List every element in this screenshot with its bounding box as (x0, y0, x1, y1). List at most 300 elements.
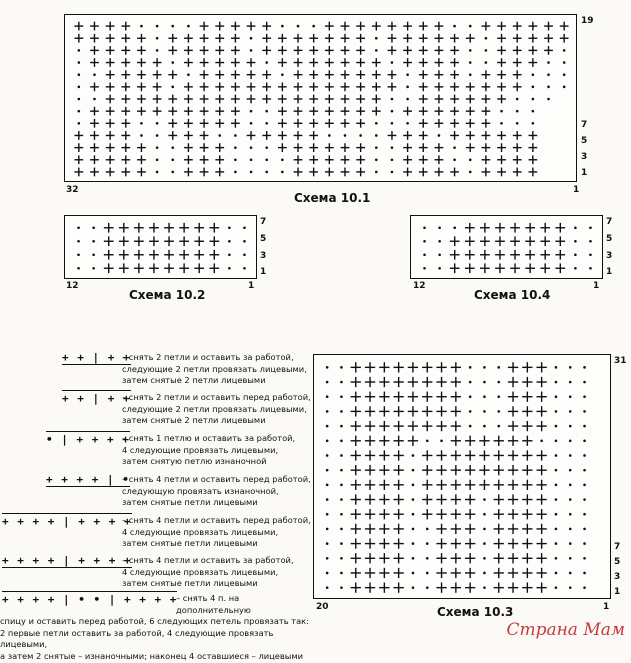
knit-stitch-symbol (466, 131, 475, 140)
knit-stitch-symbol (451, 362, 461, 372)
knit-stitch-symbol (106, 131, 115, 140)
knit-stitch-symbol (379, 568, 389, 578)
knit-stitch-symbol (365, 524, 375, 534)
purl-stitch-symbol (92, 253, 95, 256)
legend-text (122, 392, 312, 427)
purl-stitch-symbol (589, 253, 592, 256)
knit-stitch-symbol (528, 168, 537, 177)
knit-stitch-symbol (394, 553, 404, 563)
purl-stitch-symbol (569, 542, 572, 545)
scheme-10-4-left-number: 12 (413, 281, 426, 291)
knit-stitch-symbol (494, 553, 504, 563)
knit-stitch-symbol (450, 70, 459, 79)
purl-stitch-symbol (426, 557, 429, 560)
knit-stitch-symbol (555, 250, 565, 260)
knit-stitch-symbol (480, 263, 490, 273)
knit-stitch-symbol (379, 421, 389, 431)
purl-stitch-symbol (265, 122, 268, 125)
purl-stitch-symbol (563, 49, 566, 52)
purl-stitch-symbol (426, 586, 429, 589)
purl-stitch-symbol (326, 381, 329, 384)
purl-stitch-symbol (583, 439, 586, 442)
purl-stitch-symbol (423, 240, 426, 243)
knit-stitch-symbol (200, 168, 209, 177)
knit-stitch-symbol (436, 553, 446, 563)
knit-stitch-symbol (341, 70, 350, 79)
purl-stitch-symbol (281, 171, 284, 174)
knit-stitch-symbol (435, 155, 444, 164)
knit-stitch-symbol (451, 583, 461, 593)
knit-stitch-symbol (436, 406, 446, 416)
knit-stitch-symbol (513, 82, 522, 91)
purl-stitch-symbol (483, 528, 486, 531)
knit-stitch-symbol (351, 421, 361, 431)
knit-stitch-symbol (104, 236, 114, 246)
scheme-10-2-row-label: 7 (260, 217, 267, 227)
legend-line: затем снятые петли лицевыми (122, 538, 258, 549)
purl-stitch-symbol (483, 410, 486, 413)
purl-stitch-symbol (574, 253, 577, 256)
legend-line: спицу и оставить перед работой, 6 следующих петель провязать так: (0, 616, 309, 627)
legend-line: следующие 2 петли провязать лицевыми, (122, 363, 307, 374)
knit-stitch-symbol (403, 155, 412, 164)
knit-stitch-symbol (209, 223, 219, 233)
knit-stitch-symbol (262, 34, 271, 43)
knit-stitch-symbol (149, 263, 159, 273)
purl-stitch-symbol (375, 49, 378, 52)
knit-stitch-symbol (149, 223, 159, 233)
purl-stitch-symbol (412, 528, 415, 531)
knit-stitch-symbol (90, 34, 99, 43)
knit-stitch-symbol (231, 46, 240, 55)
knit-stitch-symbol (200, 22, 209, 31)
legend-line: а затем 2 снятые – изнаночными; наконец 4 оставшиеся – лицевыми (0, 650, 304, 661)
knit-stitch-symbol (231, 58, 240, 67)
purl-stitch-symbol (412, 484, 415, 487)
knit-stitch-symbol (408, 362, 418, 372)
scheme-10-4-grid (411, 216, 604, 280)
scheme-10-1-chart (64, 14, 577, 182)
purl-stitch-symbol (375, 171, 378, 174)
purl-stitch-symbol (326, 439, 329, 442)
scheme-10-4-caption: Схема 10.4 (474, 288, 551, 302)
knit-stitch-symbol (379, 450, 389, 460)
purl-stitch-symbol (140, 134, 143, 137)
knit-stitch-symbol (365, 553, 375, 563)
legend-text (122, 352, 312, 387)
purl-stitch-symbol (140, 122, 143, 125)
knit-stitch-symbol (325, 143, 334, 152)
knit-stitch-symbol (179, 250, 189, 260)
knit-stitch-symbol (394, 524, 404, 534)
purl-stitch-symbol (569, 484, 572, 487)
knit-stitch-symbol (74, 155, 83, 164)
legend-line: – снять 4 петли и оставить перед работой, (122, 474, 311, 484)
purl-stitch-symbol (569, 425, 572, 428)
purl-stitch-symbol (391, 146, 394, 149)
knit-stitch-symbol (408, 406, 418, 416)
knit-stitch-symbol (537, 465, 547, 475)
knit-stitch-symbol (119, 236, 129, 246)
knit-stitch-symbol (508, 362, 518, 372)
knit-stitch-symbol (106, 82, 115, 91)
knit-stitch-symbol (119, 250, 129, 260)
scheme-10-3-row-label: 5 (614, 557, 621, 567)
knit-stitch-symbol (482, 95, 491, 104)
knit-stitch-symbol (419, 119, 428, 128)
scheme-10-2-row-label: 5 (260, 234, 267, 244)
knit-stitch-symbol (365, 362, 375, 372)
purl-stitch-symbol (469, 49, 472, 52)
knit-stitch-symbol (422, 509, 432, 519)
purl-stitch-symbol (569, 498, 572, 501)
knit-stitch-symbol (231, 107, 240, 116)
purl-stitch-symbol (250, 110, 253, 113)
knit-stitch-symbol (465, 538, 475, 548)
legend-line: 4 следующие провязать лицевыми, (122, 444, 279, 455)
knit-stitch-symbol (179, 223, 189, 233)
purl-stitch-symbol (340, 439, 343, 442)
purl-stitch-symbol (547, 86, 550, 89)
purl-stitch-symbol (78, 98, 81, 101)
knit-stitch-symbol (372, 22, 381, 31)
knit-stitch-symbol (497, 143, 506, 152)
purl-stitch-symbol (250, 37, 253, 40)
scheme-10-2-row-label: 3 (260, 251, 267, 261)
knit-stitch-symbol (544, 34, 553, 43)
purl-stitch-symbol (483, 557, 486, 560)
purl-stitch-symbol (469, 366, 472, 369)
knit-stitch-symbol (341, 168, 350, 177)
knit-stitch-symbol (365, 436, 375, 446)
knit-stitch-symbol (379, 377, 389, 387)
purl-stitch-symbol (326, 498, 329, 501)
knit-stitch-symbol (294, 131, 303, 140)
purl-stitch-symbol (78, 86, 81, 89)
knit-stitch-symbol (137, 95, 146, 104)
knit-stitch-symbol (408, 377, 418, 387)
knit-stitch-symbol (436, 538, 446, 548)
knit-stitch-symbol (325, 22, 334, 31)
purl-stitch-symbol (483, 366, 486, 369)
purl-stitch-symbol (340, 542, 343, 545)
knit-stitch-symbol (408, 392, 418, 402)
knit-stitch-symbol (537, 377, 547, 387)
purl-stitch-symbol (547, 98, 550, 101)
knit-stitch-symbol (90, 107, 99, 116)
knit-stitch-symbol (522, 392, 532, 402)
knit-stitch-symbol (508, 583, 518, 593)
knit-stitch-symbol (482, 168, 491, 177)
purl-stitch-symbol (497, 381, 500, 384)
knit-stitch-symbol (247, 22, 256, 31)
knit-stitch-symbol (164, 250, 174, 260)
knit-stitch-symbol (294, 70, 303, 79)
knit-stitch-symbol (419, 95, 428, 104)
knit-stitch-symbol (436, 494, 446, 504)
knit-stitch-symbol (435, 82, 444, 91)
purl-stitch-symbol (218, 134, 221, 137)
knit-stitch-symbol (184, 155, 193, 164)
knit-stitch-symbol (278, 46, 287, 55)
knit-stitch-symbol (494, 568, 504, 578)
knit-stitch-symbol (422, 421, 432, 431)
purl-stitch-symbol (156, 49, 159, 52)
knit-stitch-symbol (309, 107, 318, 116)
knit-stitch-symbol (119, 223, 129, 233)
purl-stitch-symbol (156, 25, 159, 28)
knit-stitch-symbol (200, 131, 209, 140)
purl-stitch-symbol (469, 425, 472, 428)
knit-stitch-symbol (262, 95, 271, 104)
knit-stitch-symbol (106, 119, 115, 128)
purl-stitch-symbol (497, 366, 500, 369)
knit-stitch-symbol (394, 480, 404, 490)
legend-line: затем снятые 2 петли лицевыми (122, 375, 266, 386)
knit-stitch-symbol (525, 236, 535, 246)
knit-stitch-symbol (215, 168, 224, 177)
knit-stitch-symbol (494, 450, 504, 460)
scheme-10-1-grid (65, 15, 578, 183)
knit-stitch-symbol (435, 34, 444, 43)
purl-stitch-symbol (77, 267, 80, 270)
scheme-10-1-left-number: 32 (66, 185, 79, 195)
purl-stitch-symbol (391, 122, 394, 125)
purl-stitch-symbol (326, 528, 329, 531)
purl-stitch-symbol (469, 61, 472, 64)
knit-stitch-symbol (74, 22, 83, 31)
knit-stitch-symbol (422, 450, 432, 460)
knit-stitch-symbol (74, 168, 83, 177)
purl-stitch-symbol (453, 146, 456, 149)
knit-stitch-symbol (365, 494, 375, 504)
knit-stitch-symbol (325, 155, 334, 164)
purl-stitch-symbol (406, 86, 409, 89)
knit-stitch-symbol (341, 22, 350, 31)
scheme-10-1-row-label: 5 (581, 136, 588, 146)
knit-stitch-symbol (168, 95, 177, 104)
knit-stitch-symbol (341, 95, 350, 104)
purl-stitch-symbol (92, 267, 95, 270)
knit-stitch-symbol (522, 362, 532, 372)
knit-stitch-symbol (278, 107, 287, 116)
scheme-10-1-row-label: 3 (581, 152, 588, 162)
knit-stitch-symbol (435, 70, 444, 79)
knit-stitch-symbol (365, 450, 375, 460)
purl-stitch-symbol (265, 61, 268, 64)
knit-stitch-symbol (436, 392, 446, 402)
legend-text (122, 515, 312, 550)
knit-stitch-symbol (525, 250, 535, 260)
purl-stitch-symbol (326, 469, 329, 472)
purl-stitch-symbol (555, 425, 558, 428)
knit-stitch-symbol (137, 82, 146, 91)
purl-stitch-symbol (516, 110, 519, 113)
knit-stitch-symbol (200, 119, 209, 128)
purl-stitch-symbol (569, 454, 572, 457)
knit-stitch-symbol (341, 82, 350, 91)
knit-stitch-symbol (372, 107, 381, 116)
purl-stitch-symbol (412, 454, 415, 457)
knit-stitch-symbol (403, 22, 412, 31)
purl-stitch-symbol (438, 134, 441, 137)
purl-stitch-symbol (391, 158, 394, 161)
knit-stitch-symbol (137, 107, 146, 116)
knit-stitch-symbol (104, 263, 114, 273)
purl-stitch-symbol (243, 253, 246, 256)
purl-stitch-symbol (156, 171, 159, 174)
knit-stitch-symbol (121, 131, 130, 140)
knit-stitch-symbol (537, 362, 547, 372)
purl-stitch-symbol (265, 158, 268, 161)
purl-stitch-symbol (156, 37, 159, 40)
purl-stitch-symbol (583, 498, 586, 501)
knit-stitch-symbol (294, 143, 303, 152)
purl-stitch-symbol (412, 469, 415, 472)
knit-stitch-symbol (528, 46, 537, 55)
knit-stitch-symbol (372, 58, 381, 67)
purl-stitch-symbol (569, 469, 572, 472)
knit-stitch-symbol (74, 34, 83, 43)
knit-stitch-symbol (379, 480, 389, 490)
knit-stitch-symbol (480, 250, 490, 260)
knit-stitch-symbol (465, 524, 475, 534)
purl-stitch-symbol (375, 37, 378, 40)
knit-stitch-symbol (394, 568, 404, 578)
knit-stitch-symbol (341, 155, 350, 164)
purl-stitch-symbol (483, 425, 486, 428)
purl-stitch-symbol (391, 110, 394, 113)
knit-stitch-symbol (465, 263, 475, 273)
knit-stitch-symbol (451, 406, 461, 416)
knit-stitch-symbol (121, 119, 130, 128)
knit-stitch-symbol (537, 553, 547, 563)
legend-text (122, 555, 312, 590)
purl-stitch-symbol (326, 395, 329, 398)
knit-stitch-symbol (403, 34, 412, 43)
purl-stitch-symbol (340, 381, 343, 384)
knit-stitch-symbol (408, 436, 418, 446)
purl-stitch-symbol (412, 557, 415, 560)
scheme-10-3-right-number: 1 (603, 602, 610, 612)
knit-stitch-symbol (294, 168, 303, 177)
knit-stitch-symbol (168, 107, 177, 116)
knit-stitch-symbol (278, 58, 287, 67)
purl-stitch-symbol (171, 158, 174, 161)
knit-stitch-symbol (106, 46, 115, 55)
knit-stitch-symbol (351, 583, 361, 593)
knit-stitch-symbol (365, 406, 375, 416)
knit-stitch-symbol (351, 377, 361, 387)
purl-stitch-symbol (569, 528, 572, 531)
knit-stitch-symbol (215, 107, 224, 116)
knit-stitch-symbol (540, 223, 550, 233)
knit-stitch-symbol (184, 107, 193, 116)
purl-stitch-symbol (171, 25, 174, 28)
knit-stitch-symbol (465, 568, 475, 578)
knit-stitch-symbol (325, 58, 334, 67)
legend-line: следующие 2 петли провязать лицевыми, (122, 403, 307, 414)
knit-stitch-symbol (372, 82, 381, 91)
knit-stitch-symbol (209, 236, 219, 246)
knit-stitch-symbol (90, 155, 99, 164)
knit-stitch-symbol (184, 131, 193, 140)
purl-stitch-symbol (326, 410, 329, 413)
purl-stitch-symbol (438, 267, 441, 270)
knit-stitch-symbol (388, 22, 397, 31)
knit-stitch-symbol (121, 95, 130, 104)
purl-stitch-symbol (453, 226, 456, 229)
purl-stitch-symbol (583, 395, 586, 398)
purl-stitch-symbol (574, 267, 577, 270)
purl-stitch-symbol (583, 425, 586, 428)
knit-stitch-symbol (436, 480, 446, 490)
purl-stitch-symbol (326, 366, 329, 369)
knit-stitch-symbol (522, 421, 532, 431)
knit-stitch-symbol (479, 436, 489, 446)
knit-stitch-symbol (451, 392, 461, 402)
knit-stitch-symbol (494, 509, 504, 519)
knit-stitch-symbol (168, 46, 177, 55)
knit-stitch-symbol (522, 406, 532, 416)
knit-stitch-symbol (422, 377, 432, 387)
knit-stitch-symbol (179, 263, 189, 273)
knit-stitch-symbol (522, 436, 532, 446)
purl-stitch-symbol (340, 366, 343, 369)
knit-stitch-symbol (74, 131, 83, 140)
knit-stitch-symbol (435, 168, 444, 177)
knit-stitch-symbol (537, 583, 547, 593)
purl-stitch-symbol (583, 484, 586, 487)
knit-stitch-symbol (90, 143, 99, 152)
knit-stitch-symbol (394, 362, 404, 372)
knit-stitch-symbol (537, 406, 547, 416)
knit-stitch-symbol (419, 143, 428, 152)
knit-stitch-symbol (74, 143, 83, 152)
knit-stitch-symbol (200, 143, 209, 152)
knit-stitch-symbol (365, 509, 375, 519)
knit-stitch-symbol (121, 46, 130, 55)
knit-stitch-symbol (388, 131, 397, 140)
knit-stitch-symbol (394, 494, 404, 504)
knit-stitch-symbol (121, 70, 130, 79)
knit-stitch-symbol (537, 524, 547, 534)
knit-stitch-symbol (388, 82, 397, 91)
knit-stitch-symbol (508, 494, 518, 504)
knit-stitch-symbol (482, 22, 491, 31)
purl-stitch-symbol (483, 395, 486, 398)
knit-stitch-symbol (494, 538, 504, 548)
knit-stitch-symbol (90, 119, 99, 128)
purl-stitch-symbol (77, 226, 80, 229)
knit-stitch-symbol (528, 34, 537, 43)
knit-stitch-symbol (435, 58, 444, 67)
purl-stitch-symbol (569, 410, 572, 413)
knit-stitch-symbol (495, 223, 505, 233)
knit-stitch-symbol (436, 465, 446, 475)
knit-stitch-symbol (184, 58, 193, 67)
knit-stitch-symbol (104, 223, 114, 233)
purl-stitch-symbol (243, 240, 246, 243)
legend-line: 4 следующие провязать лицевыми, (122, 526, 279, 537)
purl-stitch-symbol (555, 572, 558, 575)
legend-line: – снять 4 петли и оставить за работой, (122, 555, 294, 565)
knit-stitch-symbol (137, 58, 146, 67)
knit-stitch-symbol (388, 34, 397, 43)
knit-stitch-symbol (309, 58, 318, 67)
knit-stitch-symbol (451, 524, 461, 534)
scheme-10-2-grid (65, 216, 258, 280)
